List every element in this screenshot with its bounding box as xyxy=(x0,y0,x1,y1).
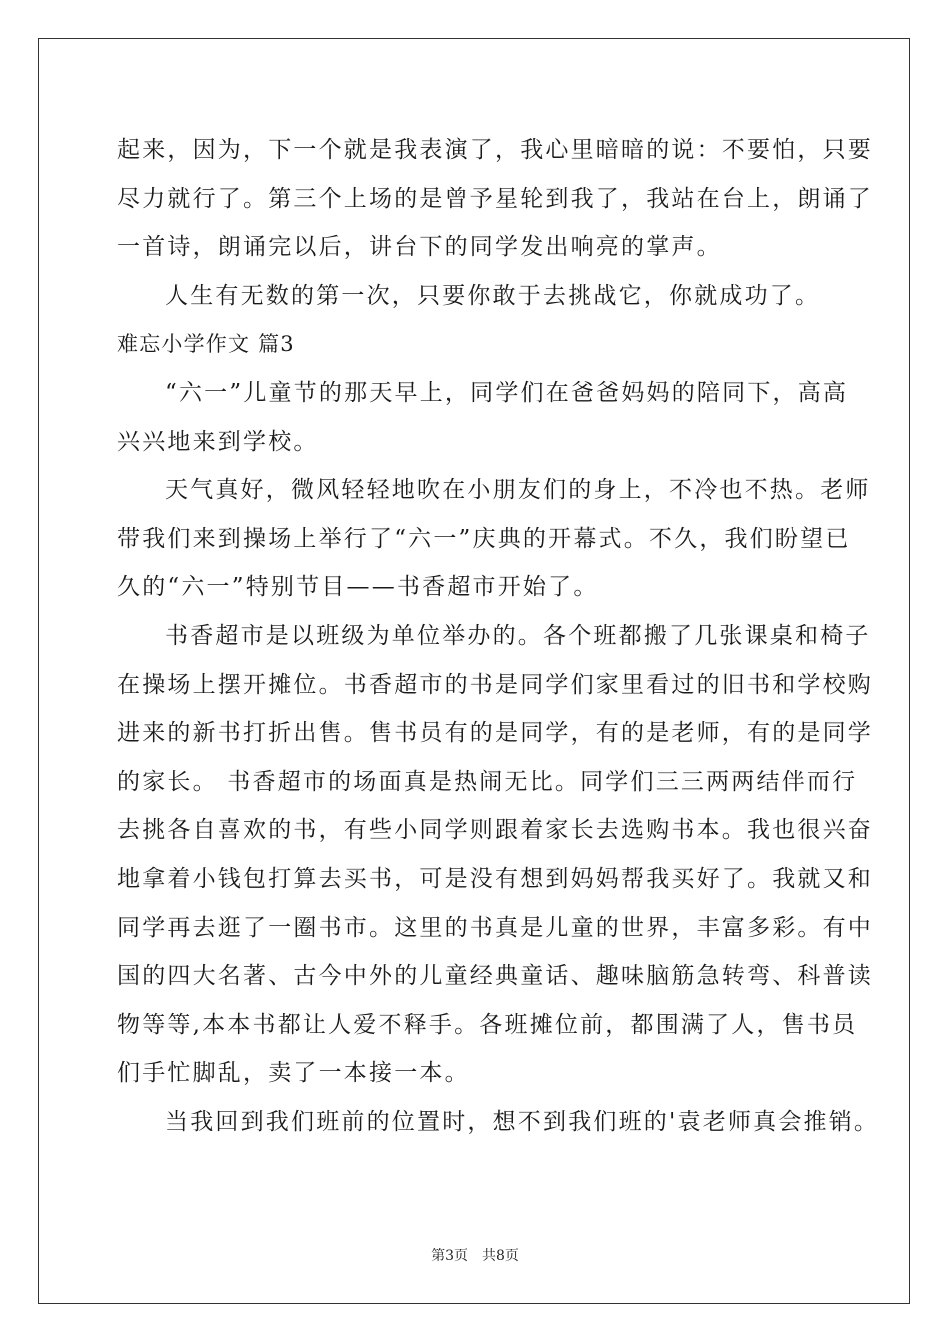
text-line-8: 天气真好，微风轻轻地吹在小朋友们的身上，不冷也不热。老师 xyxy=(165,477,871,504)
text-line-2: 尽力就行了。第三个上场的是曾予星轮到我了，我站在台上，朗诵了 xyxy=(117,185,873,212)
text-line-1: 起来，因为，下一个就是我表演了，我心里暗暗的说：不要怕，只要 xyxy=(117,137,873,163)
text-line-7: 兴兴地来到学校。 xyxy=(117,428,319,455)
text-line-12: 在操场上摆开摊位。书香超市的书是同学们家里看过的旧书和学校购 xyxy=(117,671,873,698)
text-line-21: 当我回到我们班前的位置时，想不到我们班的'袁老师真会推销。 xyxy=(165,1108,880,1135)
text-line-19: 物等等,本本书都让人爱不释手。各班摊位前，都围满了人，售书员 xyxy=(117,1011,858,1038)
page-total: 共8页 xyxy=(482,1248,519,1264)
text-line-17: 同学再去逛了一圈书市。这里的书真是儿童的世界，丰富多彩。有中 xyxy=(117,914,873,941)
text-line-3: 一首诗，朗诵完以后，讲台下的同学发出响亮的掌声。 xyxy=(117,234,722,261)
page-footer xyxy=(0,1245,950,1265)
text-line-11: 书香超市是以班级为单位举办的。各个班都搬了几张课桌和椅子 xyxy=(165,622,871,649)
page-number: 第3页 xyxy=(431,1248,468,1264)
text-line-6: “六一”儿童节的那天早上，同学们在爸爸妈妈的陪同下，高高 xyxy=(165,379,849,406)
text-line-14: 的家长。 书香超市的场面真是热闹无比。同学们三三两两结伴而行 xyxy=(117,768,858,795)
document-body xyxy=(117,126,880,1146)
text-line-20: 们手忙脚乱，卖了一本接一本。 xyxy=(117,1060,470,1087)
text-line-18: 国的四大名著、古今中外的儿童经典童话、趣味脑筋急转弯、科普读 xyxy=(117,963,873,990)
section-heading: 难忘小学作文 篇3 xyxy=(117,332,295,357)
text-line-9: 带我们来到操场上举行了“六一”庆典的开幕式。不久，我们盼望已 xyxy=(117,525,851,552)
text-line-16: 地拿着小钱包打算去买书，可是没有想到妈妈帮我买好了。我就又和 xyxy=(117,865,873,892)
text-line-13: 进来的新书打折出售。售书员有的是同学，有的是老师，有的是同学 xyxy=(117,720,873,747)
text-line-10: 久的“六一”特别节目——书香超市开始了。 xyxy=(117,574,599,601)
text-line-15: 去挑各自喜欢的书，有些小同学则跟着家长去选购书本。我也很兴奋 xyxy=(117,817,873,844)
text-line-4: 人生有无数的第一次，只要你敢于去挑战它，你就成功了。 xyxy=(165,282,821,309)
